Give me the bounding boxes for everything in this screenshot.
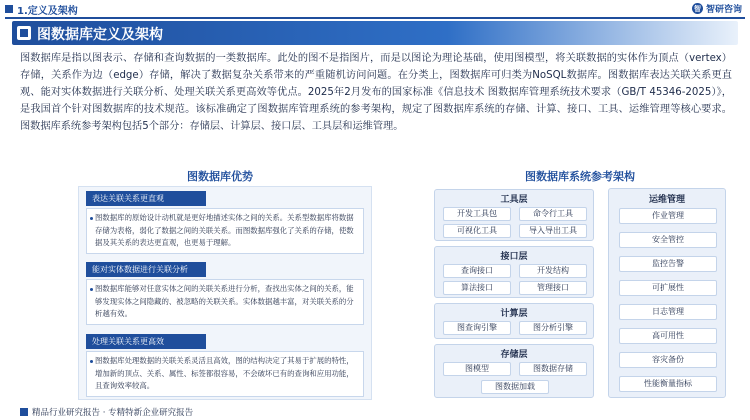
compute-item: 图分析引擎 xyxy=(519,321,587,335)
brand-name: 智研咨询 xyxy=(705,5,742,15)
advantage-3-body: 图数据库处理数据的关联关系灵活且高效，图的结构决定了其易于扩展的特性，增加新的顶点、关系、属性、标签都很容易，不会破坏已有的查询和应用功能，且查询效率较高。 xyxy=(86,351,364,397)
top-bar xyxy=(0,0,750,18)
compute-layer xyxy=(434,303,594,339)
page-title: 图数据库定义及架构 xyxy=(37,27,163,43)
title-banner xyxy=(12,21,738,45)
tool-layer xyxy=(434,189,594,241)
interface-item: 管理接口 xyxy=(519,281,587,295)
brand-logo-icon: 智 xyxy=(693,4,701,13)
tool-item: 可视化工具 xyxy=(443,224,511,238)
interface-item: 开发结构 xyxy=(519,264,587,278)
storage-item: 图数据加载 xyxy=(481,380,549,394)
interface-item: 查询接口 xyxy=(443,264,511,278)
title-square-icon xyxy=(17,26,31,40)
advantage-1-heading: 表达关联关系更直观 xyxy=(86,191,206,206)
brand-logo xyxy=(692,2,742,15)
footer-text: 精品行业研究报告 · 专精特新企业研究报告 xyxy=(32,408,194,418)
ops-name: 运维管理 xyxy=(648,195,685,205)
advantage-2-body: 图数据库能够对任意实体之间的关联关系进行分析，查找出实体之间的关系，能够发现实体之间隐藏的、被忽略的关联关系。实体数据越丰富，对关联关系的分析越有效。 xyxy=(86,279,364,325)
header-divider xyxy=(5,17,745,19)
ops-management-panel xyxy=(608,188,726,398)
interface-layer xyxy=(434,246,594,298)
storage-layer xyxy=(434,344,594,398)
ops-item: 性能衡量指标 xyxy=(619,376,717,392)
intro-text xyxy=(20,50,732,135)
storage-item: 图模型 xyxy=(443,362,511,376)
storage-layer-name: 存储层 xyxy=(500,350,528,360)
tool-layer-name: 工具层 xyxy=(500,195,528,205)
ops-item: 监控告警 xyxy=(619,256,717,272)
tool-item: 开发工具包 xyxy=(443,207,511,221)
ops-item: 作业管理 xyxy=(619,208,717,224)
section-title: 1.定义及架构 xyxy=(17,6,78,17)
architecture-title: 图数据库系统参考架构 xyxy=(525,170,635,183)
interface-layer-name: 接口层 xyxy=(500,252,528,262)
ops-item: 日志管理 xyxy=(619,304,717,320)
intro-paragraph: 图数据库是指以图表示、存储和查询数据的一类数据库。此处的图不是指图片，而是以图论为理论基础，使用图模型，将关联数据的实体作为顶点（vertex）存储，关系作为边（edge）存储，解决了数据复杂关系带来的严重随机访问问题。在分类上，图数据库可归类为NoSQL数据库。图数据库表达关联关系更直观、能对实体数据进行关联分析、处理关联关系更高效等优点。2025年2月发布的国家标准《信息技术 图数据库管理系统技术要求（GB/T 45346-2025）》，是我国首个针对图数据库的技术规范。该标准确定了图数据库管理系统的参考架构，规定了图数据库系统的存储、计算、接口、工具、运维管理等核心要求。图数据库系统参考架构包括5个部分：存储层、计算层、接口层、工具层和运维管理。 xyxy=(20,53,732,132)
advantages-title: 图数据库优势 xyxy=(187,170,253,183)
footer-bullet-icon xyxy=(20,408,28,416)
advantage-1-body: 图数据库的原始设计动机就是更好地描述实体之间的关系。关系型数据库将数据存储为表格，弱化了数据之间的关联关系。而图数据库强化了关系的存储，使数据及其关系的表达更直观，也更易于理解。 xyxy=(86,208,364,254)
compute-layer-name: 计算层 xyxy=(500,309,528,319)
ops-item: 安全管控 xyxy=(619,232,717,248)
compute-item: 图查询引擎 xyxy=(443,321,511,335)
section-marker-icon xyxy=(5,5,13,13)
ops-item: 高可用性 xyxy=(619,328,717,344)
ops-item: 可扩展性 xyxy=(619,280,717,296)
advantage-2-heading: 能对实体数据进行关联分析 xyxy=(86,262,206,277)
tool-item: 导入导出工具 xyxy=(519,224,587,238)
interface-item: 算法接口 xyxy=(443,281,511,295)
storage-item: 图数据存储 xyxy=(519,362,587,376)
advantage-3-heading: 处理关联关系更高效 xyxy=(86,334,206,349)
ops-item: 容灾备份 xyxy=(619,352,717,368)
footer xyxy=(20,406,193,418)
tool-item: 命令行工具 xyxy=(519,207,587,221)
